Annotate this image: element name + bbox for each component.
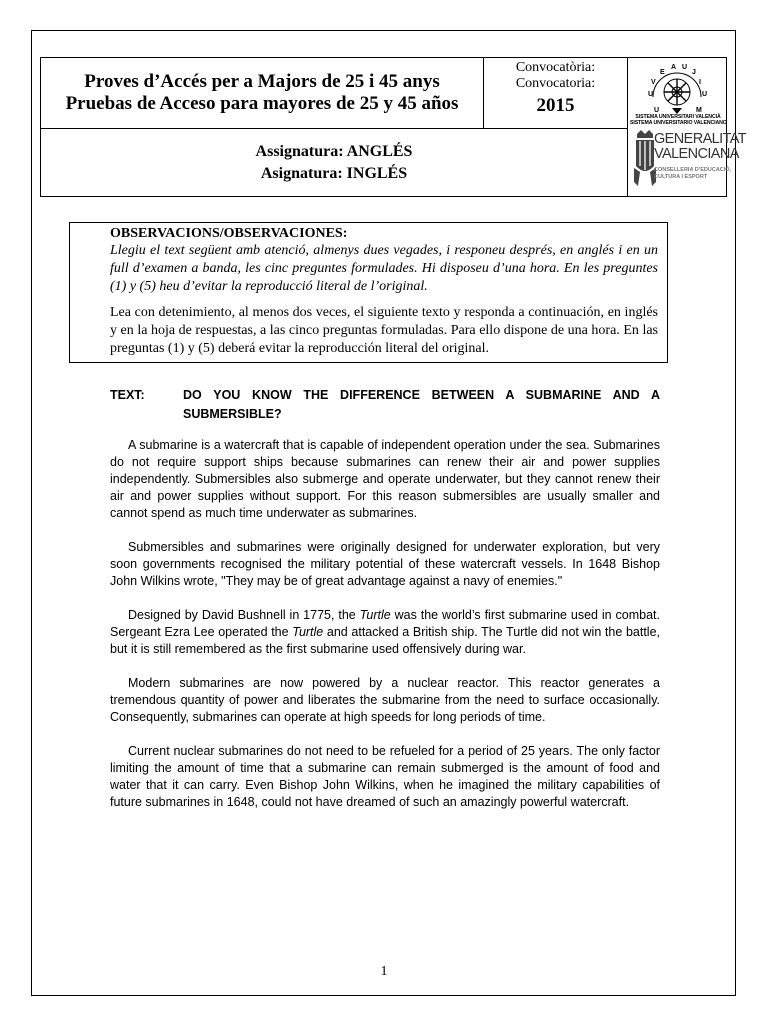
exam-title-spanish: Pruebas de Acceso para mayores de 25 y 45 años: [65, 93, 459, 114]
subject-spanish: Asignatura: INGLÉS: [260, 165, 408, 182]
paragraph-1: A submarine is a watercraft that is capable of independent operation under the sea. Submarines do not require support ships because submarines can renew their air and power supplies independently. Submersibles also submerge and operate underwater, but they cannot renew their air and power supplies without support. For this reason submersibles are usually smaller and cannot spend as much time underwater as submarines.: [110, 438, 660, 520]
exam-title-valencian: Proves d’Accés per a Majors de 25 i 45 anys: [84, 71, 440, 92]
svg-text:U: U: [702, 91, 708, 98]
convocatoria-label-valencian: Convocatòria:: [515, 60, 596, 75]
paragraph-2: Submersibles and submarines were originally designed for underwater exploration, but very soon governments recognised the military potential of these watercraft vessels. In 1648 Bishop John Wilkins wrote, "They may be of great advantage against a navy of enemies.": [110, 540, 660, 588]
subject-cell: [41, 129, 628, 197]
convocatoria-label-spanish: Convocatoria:: [515, 76, 596, 91]
reading-text: [110, 437, 660, 828]
turtle-name: Turtle: [359, 608, 391, 622]
svg-text:I: I: [699, 79, 701, 86]
paragraph-3: Designed by David Bushnell in 1775, the Turtle was the world’s first submarine used in combat. Sergeant Ezra Lee operated the Turtle and attacked a British ship. The Turtle did not win the battle, but it is still remembered as the first submarine used offensively during war.: [110, 608, 661, 656]
logos-cell: [628, 58, 746, 197]
svg-text:U: U: [682, 64, 688, 71]
exam-header: [40, 57, 746, 197]
conselleria-text: CONSELLERIA D’EDUCACIÓ, CULTURA I ESPORT: [654, 167, 732, 180]
svg-text:M: M: [696, 107, 702, 114]
observations-box: [69, 222, 668, 363]
page-number: 1: [380, 964, 388, 979]
text-label: TEXT:: [110, 388, 145, 402]
svg-text:V: V: [651, 79, 656, 86]
paragraph-5: Current nuclear submarines do not need to be refueled for a period of 25 years. The only factor limiting the amount of time that a submarine can remain submerged is the amount of food and water that it can carry. Even Bishop John Wilkins, when he imagined the military capabilities of future submarines in 1648, could not have dreamed of such an amazingly powerful watercraft.: [110, 744, 660, 809]
generalitat-wordmark: GENERALITAT VALENCIANA: [654, 131, 746, 162]
convocatoria-cell: [484, 58, 628, 129]
paragraph-4: Modern submarines are now powered by a nuclear reactor. This reactor generates a tremendous quantity of power and liberates the submarine from the need to surface occasionally. Consequently, submarines can operate at high speeds for long periods of time.: [110, 676, 660, 724]
exam-year: 2015: [536, 95, 575, 116]
turtle-name: Turtle: [292, 625, 324, 639]
svg-text:U: U: [654, 107, 660, 114]
exam-title: [41, 58, 484, 129]
university-system-text: SISTEMA UNIVERSITARI VALENCIÀ SISTEMA UNIVERSITARIO VALENCIANO: [630, 114, 727, 126]
observations-title: OBSERVACIONS/OBSERVACIONES:: [110, 226, 348, 241]
svg-text:U: U: [648, 91, 654, 98]
text-title: DO YOU KNOW THE DIFFERENCE BETWEEN A SUBMARINE AND A SUBMERSIBLE?: [183, 388, 660, 421]
svg-text:J: J: [692, 69, 696, 76]
subject-valencian: Assignatura: ANGLÉS: [255, 143, 413, 160]
university-seal-icon: [634, 60, 720, 118]
observations-spanish: Lea con detenimiento, al menos dos veces, el siguiente texto y responda a continuación, en inglés y en la hoja de respuestas, a las cinco preguntas formuladas. Para ello dispone de una hora. En las preguntas (1) y (5) deberá evitar la reproducción literal del original.: [110, 305, 658, 356]
observations-valencian: Llegiu el text següent amb atenció, almenys dues vegades, i responeu després, en anglés i en un full d’examen a banda, les cinc preguntes formulades. Hi disposeu d’una hora. En les preguntes (1) y (5) heu d’evitar la reproducció literal de l’original.: [110, 243, 658, 294]
svg-text:E: E: [660, 69, 665, 76]
svg-text:A: A: [671, 64, 677, 71]
